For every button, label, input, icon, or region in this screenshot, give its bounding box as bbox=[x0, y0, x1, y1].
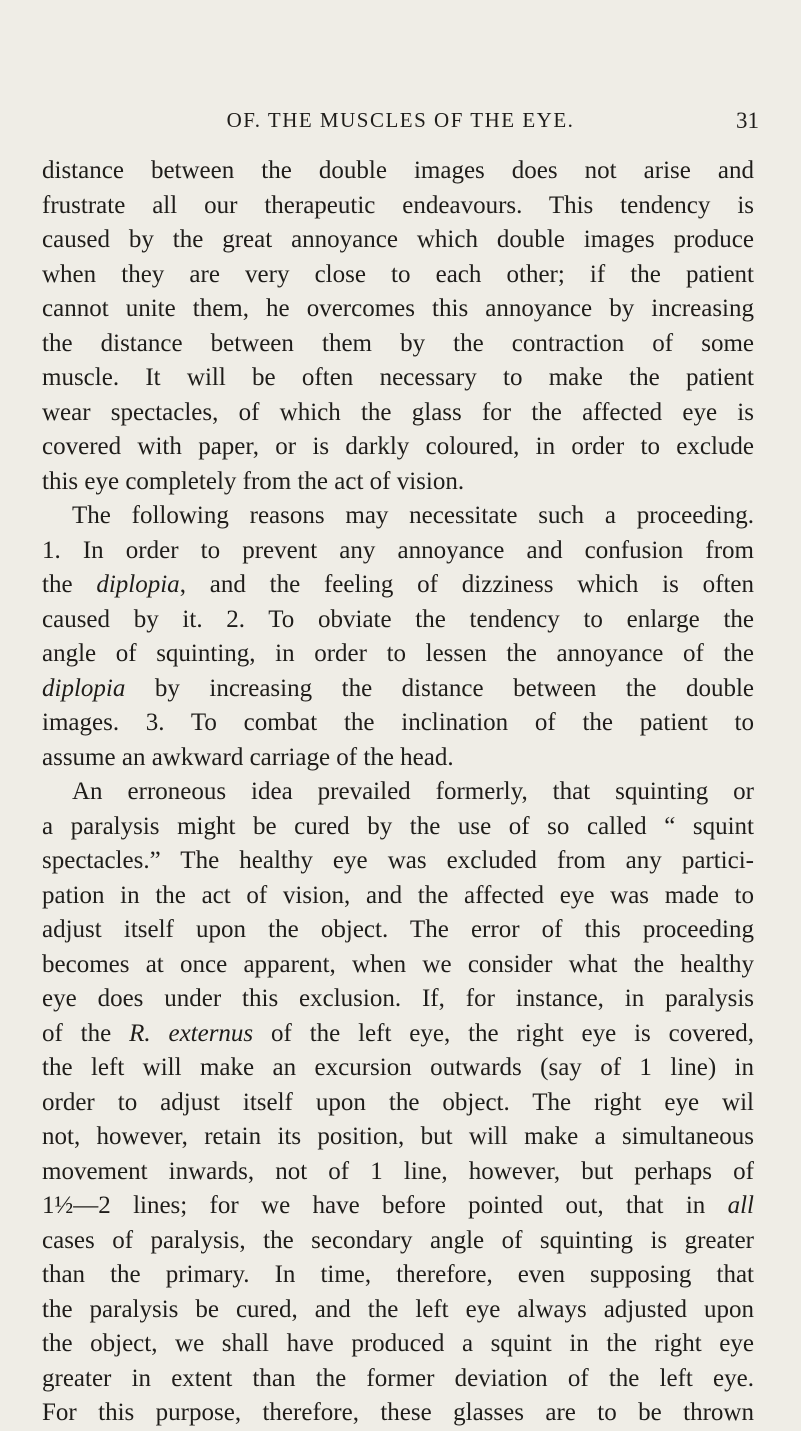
text-line bbox=[42, 1017, 754, 1052]
paragraph-1 bbox=[42, 154, 754, 499]
text-line: cases of paralysis, the secondary angle of squinting is greater bbox=[42, 1226, 754, 1254]
text-line: pation in the act of vision, and the affected eye was made to bbox=[42, 881, 754, 909]
text-line: the left will make an excursion outwards (say of 1 line) in bbox=[42, 1054, 754, 1081]
text-line bbox=[42, 1189, 754, 1224]
running-head bbox=[42, 108, 759, 138]
text-run: the bbox=[42, 571, 97, 598]
text-line: muscle. It will be often necessary to make the patient bbox=[42, 364, 754, 391]
text-run: by increasing the distance between the double bbox=[125, 674, 754, 702]
text-line: frustrate all our therapeutic endeavours. This tendency is bbox=[42, 191, 754, 219]
text-line: angle of squinting, in order to lessen the annoyance of the bbox=[42, 640, 754, 667]
text-run: 1½—2 lines; for we have before pointed out, that in bbox=[42, 1192, 728, 1219]
text-line: the object, we shall have produced a squint in the right eye bbox=[42, 1330, 754, 1357]
text-line: caused by the great annoyance which double images produce bbox=[42, 226, 754, 253]
text-line bbox=[42, 672, 754, 707]
text-line: order to adjust itself upon the object. The right eye wil bbox=[42, 1088, 754, 1116]
text-line: images. 3. To combat the inclination of the patient to bbox=[42, 709, 754, 736]
paragraph-3 bbox=[42, 775, 754, 1431]
body-text bbox=[42, 154, 754, 1431]
text-line: The following reasons may necessitate such a proceeding. bbox=[72, 502, 754, 529]
italic-term: diplopia bbox=[96, 571, 180, 598]
text-line: greater in extent than the former deviation of the left eye. bbox=[42, 1364, 754, 1392]
text-line: assume an awkward carriage of the head. bbox=[42, 743, 454, 771]
text-line: wear spectacles, of which the glass for the affected eye is bbox=[42, 398, 754, 426]
text-run: , and the feeling of dizziness which is often bbox=[179, 571, 754, 598]
text-line: eye does under this exclusion. If, for instance, in paralysis bbox=[42, 985, 754, 1012]
text-line: movement inwards, not of 1 line, however, but perhaps of bbox=[42, 1157, 754, 1185]
text-line: caused by it. 2. To obviate the tendency to enlarge the bbox=[42, 605, 754, 633]
italic-term: R. externus bbox=[129, 1019, 254, 1047]
running-title: OF. THE MUSCLES OF THE EYE. bbox=[226, 108, 575, 132]
text-run: of the left eye, the right eye is covered, bbox=[253, 1019, 754, 1047]
text-line: the distance between them by the contraction of some bbox=[42, 329, 754, 357]
text-line: cannot unite them, he overcomes this annoyance by increasing bbox=[42, 295, 754, 322]
text-line: when they are very close to each other; if the patient bbox=[42, 260, 754, 288]
text-line: than the primary. In time, therefore, even supposing that bbox=[42, 1261, 754, 1288]
text-line: distance between the double images does not arise and bbox=[42, 157, 754, 184]
text-line bbox=[42, 568, 754, 603]
text-line: covered with paper, or is darkly coloured, in order to exclude bbox=[42, 433, 754, 460]
paragraph-2 bbox=[42, 499, 754, 775]
text-line: adjust itself upon the object. The error of this proceeding bbox=[42, 916, 754, 943]
text-line: spectacles.” The healthy eye was excluded from any partici- bbox=[42, 847, 754, 874]
text-line: the paralysis be cured, and the left eye always adjusted upon bbox=[42, 1295, 754, 1323]
text-line: a paralysis might be cured by the use of so called “ squint bbox=[42, 812, 754, 840]
text-line: An erroneous idea prevailed formerly, that squinting or bbox=[72, 778, 754, 805]
text-line: For this purpose, therefore, these glasses are to be thrown bbox=[42, 1399, 754, 1426]
page-number: 31 bbox=[736, 108, 759, 133]
text-line: 1. In order to prevent any annoyance and confusion from bbox=[42, 536, 754, 564]
italic-term: diplopia bbox=[42, 674, 126, 702]
text-line: this eye completely from the act of vision. bbox=[42, 467, 465, 495]
text-run: of the bbox=[42, 1019, 130, 1047]
text-line: becomes at once apparent, when we consider what the healthy bbox=[42, 950, 754, 978]
text-line: not, however, retain its position, but will make a simultaneous bbox=[42, 1123, 754, 1150]
italic-term: all bbox=[727, 1192, 754, 1219]
